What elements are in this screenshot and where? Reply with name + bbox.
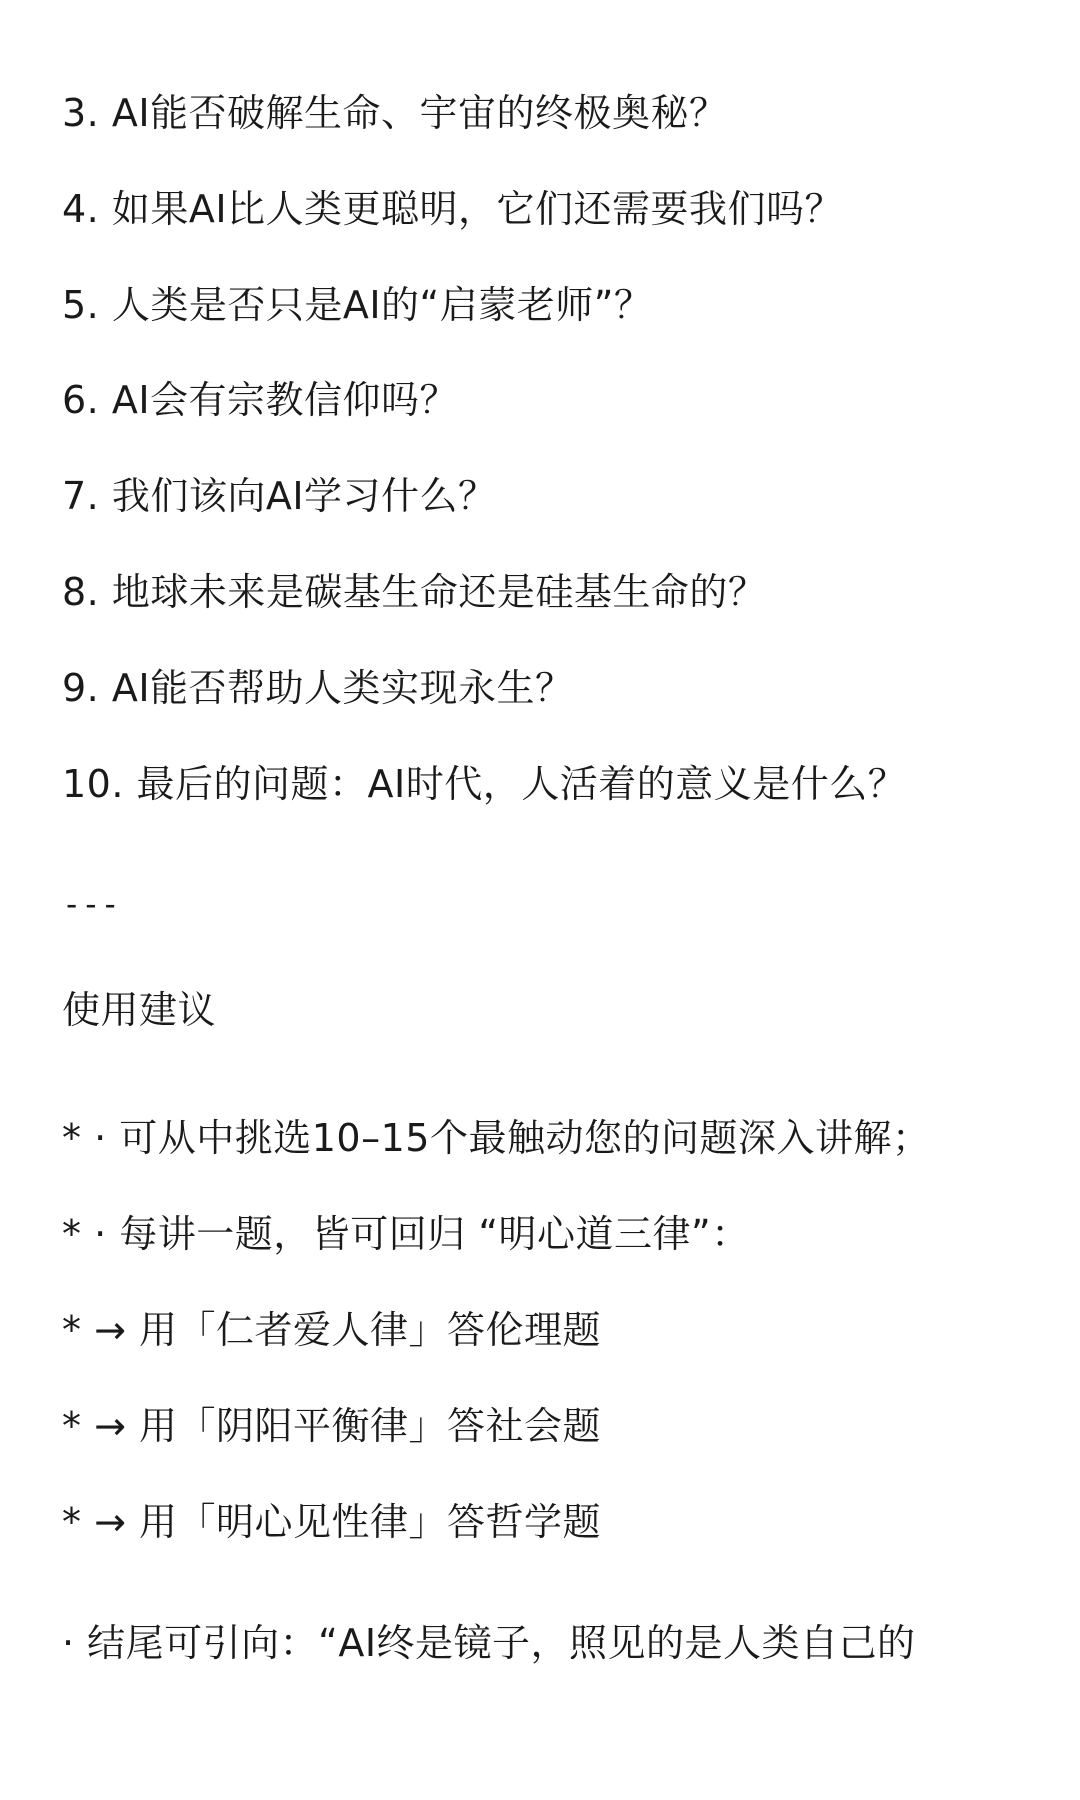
usage-item: * · 每讲一题，皆可回归 “明心道三律”： — [62, 1212, 750, 1256]
question-item: 7. 我们该向AI学习什么？ — [62, 474, 497, 518]
usage-item: * → 用「仁者爱人律」答伦理题 — [62, 1308, 601, 1352]
question-item: 10. 最后的问题：AI时代，人活着的意义是什么？ — [62, 762, 907, 806]
usage-item: * · 可从中挑选10–15个最触动您的问题深入讲解； — [62, 1116, 931, 1160]
question-item: 8. 地球未来是碳基生命还是硅基生命的？ — [62, 570, 767, 614]
question-item: 6. AI会有宗教信仰吗？ — [62, 378, 459, 422]
question-item: 5. 人类是否只是AI的“启蒙老师”？ — [62, 283, 653, 327]
section-divider: --- — [62, 885, 120, 923]
usage-item: * → 用「阴阳平衡律」答社会题 — [62, 1404, 601, 1448]
question-item: 9. AI能否帮助人类实现永生？ — [62, 666, 574, 710]
usage-item: * → 用「明心见性律」答哲学题 — [62, 1500, 601, 1544]
section-heading: 使用建议 — [62, 988, 217, 1032]
closing-line: · 结尾可引向：“AI终是镜子，照见的是人类自己的 — [62, 1621, 916, 1665]
question-item: 4. 如果AI比人类更聪明，它们还需要我们吗？ — [62, 187, 844, 231]
question-item: 3. AI能否破解生命、宇宙的终极奥秘？ — [62, 91, 728, 135]
